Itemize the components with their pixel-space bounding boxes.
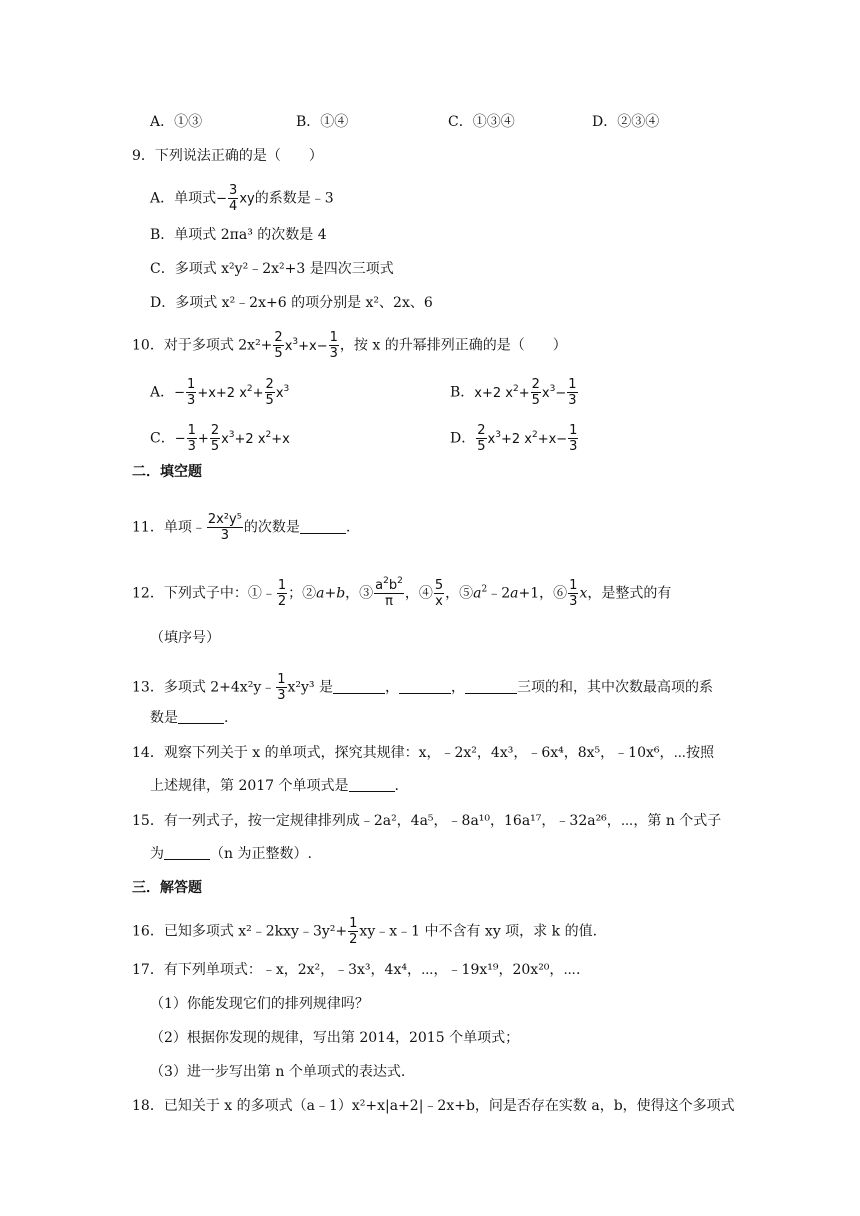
q11: 11．单项﹣ $\frac{\text{2x²y⁵}}{3}$ 的次数是 . (132, 512, 351, 543)
q9-option-c: C．多项式 x²y²﹣2x²+3 是四次三项式 (150, 261, 394, 277)
q18: 18．已知关于 x 的多项式（a﹣1）x²+x|a+2|﹣2x+b，问是否存在实数 a，b，使得这个多项式 (132, 1098, 735, 1114)
q17-sub1: （1）你能发现它们的排列规律吗？ (150, 996, 369, 1012)
q15-line1: 15．有一列式子，按一定规律排列成﹣2a²，4a⁵，﹣8a¹⁰，16a¹⁷，﹣32a²⁶，⋯，第 n 个式子 (132, 813, 722, 829)
section-3-heading: 三．解答题 (132, 880, 202, 896)
q12: 12．下列式子中：①﹣ $\frac{1}{2}$ ；②a+b，③ $\frac{a^2b^2}{\pi}$ ，④ $\frac{5}{x}$ ，$⑤a^2﹣2a+1$，⑥ $\frac{1}{3}$ x，是整式的有 (132, 576, 672, 609)
q9-option-b: B．单项式 2πa³ 的次数是 4 (150, 227, 327, 243)
q9-stem: 9．下列说法正确的是（ ） (132, 148, 323, 164)
q14-line2: 上述规律，第 2017 个单项式是 . (150, 778, 399, 794)
q8-option-b: B．①④ (296, 114, 349, 130)
section-2-heading: 二．填空题 (132, 464, 202, 480)
q8-option-d: D．②③④ (592, 114, 660, 130)
q13-line2: 数是 . (150, 710, 229, 726)
q10-option-b: B．x+2 $x^2+$ $\frac{2}{5}$ $x^3-$ $\frac{1}{3}$ (450, 377, 577, 408)
q14-line1: 14．观察下列关于 x 的单项式，探究其规律：x，﹣2x²，4x³，﹣6x⁴，8x⁵，﹣10x⁶，⋯按照 (132, 745, 715, 761)
q10-option-a: A．− $\frac{1}{3}$ +x+2 $x^2+$ $\frac{2}{5}$ $x^3$ (150, 377, 290, 408)
q9-option-d: D．多项式 x²﹣2x+6 的项分别是 x²、2x、6 (150, 295, 433, 311)
q10-stem: 10．对于多项式 2x²+ $\frac{2}{5}$ $x^3+x-$ $\frac{1}{3}$ ，按 x 的升幂排列正确的是（ ） (132, 330, 567, 361)
q8-option-a: A．①③ (150, 114, 203, 130)
q17-sub3: （3）进一步写出第 n 个单项式的表达式. (150, 1064, 406, 1080)
q9-option-a: A．单项式− $\frac{3}{4}$ xy的系数是﹣3 (150, 183, 334, 214)
q10-option-c: C．− $\frac{1}{3}$ + $\frac{2}{5}$ $x^3+2$ $x^2+x$ (150, 423, 290, 454)
q17-stem: 17．有下列单项式：﹣x，2x²，﹣3x³，4x⁴，⋯，﹣19x¹⁹，20x²⁰，⋯. (132, 962, 581, 978)
q8-option-c: C．①③④ (448, 114, 515, 130)
q10-option-d: D． $\frac{2}{5}$ $x^3+2$ $x^2+x-$ $\frac{1}{3}$ (450, 423, 578, 454)
q12-line2: （填序号） (150, 630, 220, 646)
q15-line2: 为 （n 为正整数）. (150, 846, 312, 862)
q16: 16．已知多项式 x²﹣2kxy﹣3y²+ $\frac{1}{2}$ xy﹣x﹣1 中不含有 xy 项，求 k 的值. (132, 916, 598, 947)
q13: 13．多项式 2+4x²y﹣ $\frac{1}{3}$ x²y³ 是 ， ， 三项的和，其中次数最高项的系 (132, 672, 713, 703)
q17-sub2: （2）根据你发现的规律，写出第 2014，2015 个单项式； (150, 1030, 520, 1046)
